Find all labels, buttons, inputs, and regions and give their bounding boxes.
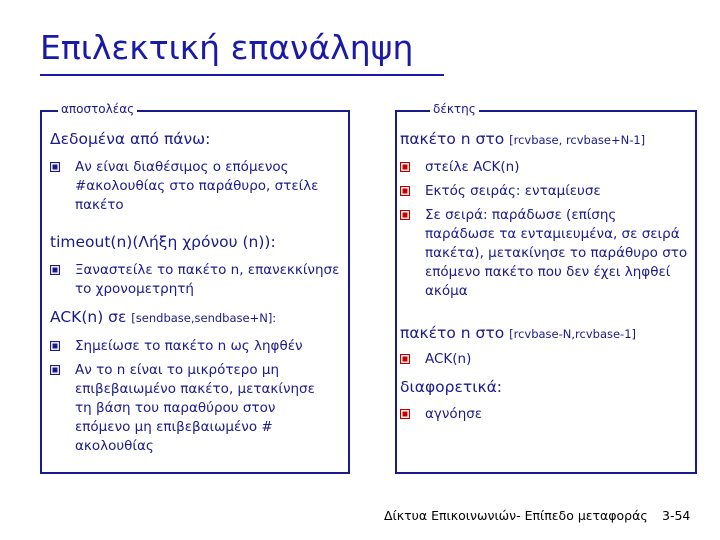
receiver-bullet-send-ack (400, 158, 690, 177)
receiver-heading-in-window (400, 130, 645, 148)
receiver-box-label: δέκτης (430, 102, 479, 116)
checkbox-bullet-icon (400, 354, 410, 364)
receiver-bullet-ack-text: ACK(n) (425, 351, 472, 367)
sender-heading-ack-main: ACK(n) σε (50, 308, 132, 326)
checkbox-bullet-icon (400, 409, 410, 419)
sender-bullet-send (50, 158, 340, 215)
sender-bullet-move-base-text: Αν το n είναι το μικρότερο μη επιβεβαιωμένο πακέτο, μετακίνησε τη βάση του παραθύρου στον επόμενο μη επιβεβαιωμένο # ακολουθίας (75, 362, 315, 454)
receiver-bullet-in-order-text: Σε σειρά: παράδωσε (επίσης παράδωσε τα ενταμιευμένα, σε σειρά πακέτα), μετακίνησε το παράθυρο στο επόμενο πακέτο που δεν έχει ληφθεί ακόμα (425, 207, 688, 299)
receiver-bullet-in-order (400, 206, 690, 301)
sender-bullet-mark-received-text: Σημείωσε το πακέτο n ως ληφθέν (75, 338, 303, 354)
receiver-bullet-ignore-text: αγνόησε (425, 406, 483, 422)
sender-box-label: αποστολέας (58, 102, 137, 116)
receiver-heading-below-window-range: [rcvbase-N,rcvbase-1] (509, 327, 637, 341)
checkbox-bullet-icon (50, 365, 60, 375)
receiver-heading-in-window-range: [rcvbase, rcvbase+N-1] (509, 133, 646, 147)
checkbox-bullet-icon (50, 341, 60, 351)
sender-heading-ack-range: [sendbase,sendbase+N]: (131, 311, 277, 325)
receiver-bullet-ack (400, 350, 690, 369)
receiver-heading-in-window-main: πακέτο n στο (400, 130, 510, 148)
receiver-bullet-out-of-order (400, 182, 690, 201)
footer-page-number: 3-54 (662, 508, 691, 523)
checkbox-bullet-icon (400, 162, 410, 172)
sender-bullet-send-text: Αν είναι διαθέσιμος ο επόμενος #ακολουθίας στο παράθυρο, στείλε πακέτο (75, 159, 319, 213)
sender-bullet-resend-text: Ξαναστείλε το πακέτο n, επανεκκίνησε το χρονομετρητή (75, 262, 340, 297)
checkbox-bullet-icon (50, 162, 60, 172)
receiver-heading-below-window (400, 324, 636, 342)
title-underline (40, 74, 444, 76)
sender-heading-ack (50, 308, 276, 326)
checkbox-bullet-icon (400, 186, 410, 196)
checkbox-bullet-icon (400, 210, 410, 220)
receiver-bullet-out-of-order-text: Εκτός σειράς: ενταμίευσε (425, 183, 601, 199)
receiver-heading-below-window-main: πακέτο n στο (400, 324, 510, 342)
sender-bullet-mark-received (50, 337, 350, 356)
sender-bullet-move-base (50, 361, 320, 456)
receiver-bullet-send-ack-text: στείλε ACK(n) (425, 159, 520, 175)
receiver-heading-otherwise: διαφορετικά: (400, 378, 503, 396)
receiver-bullet-ignore (400, 405, 690, 424)
footer-course-title: Δίκτυα Επικοινωνιών- Επίπεδο μεταφοράς (384, 508, 648, 523)
sender-heading-data-from-above: Δεδομένα από πάνω: (50, 130, 211, 148)
checkbox-bullet-icon (50, 265, 60, 275)
sender-bullet-resend (50, 261, 340, 299)
sender-heading-timeout: timeout(n)(Λήξη χρόνου (n)): (50, 233, 276, 251)
slide-title: Επιλεκτική επανάληψη (40, 28, 414, 67)
